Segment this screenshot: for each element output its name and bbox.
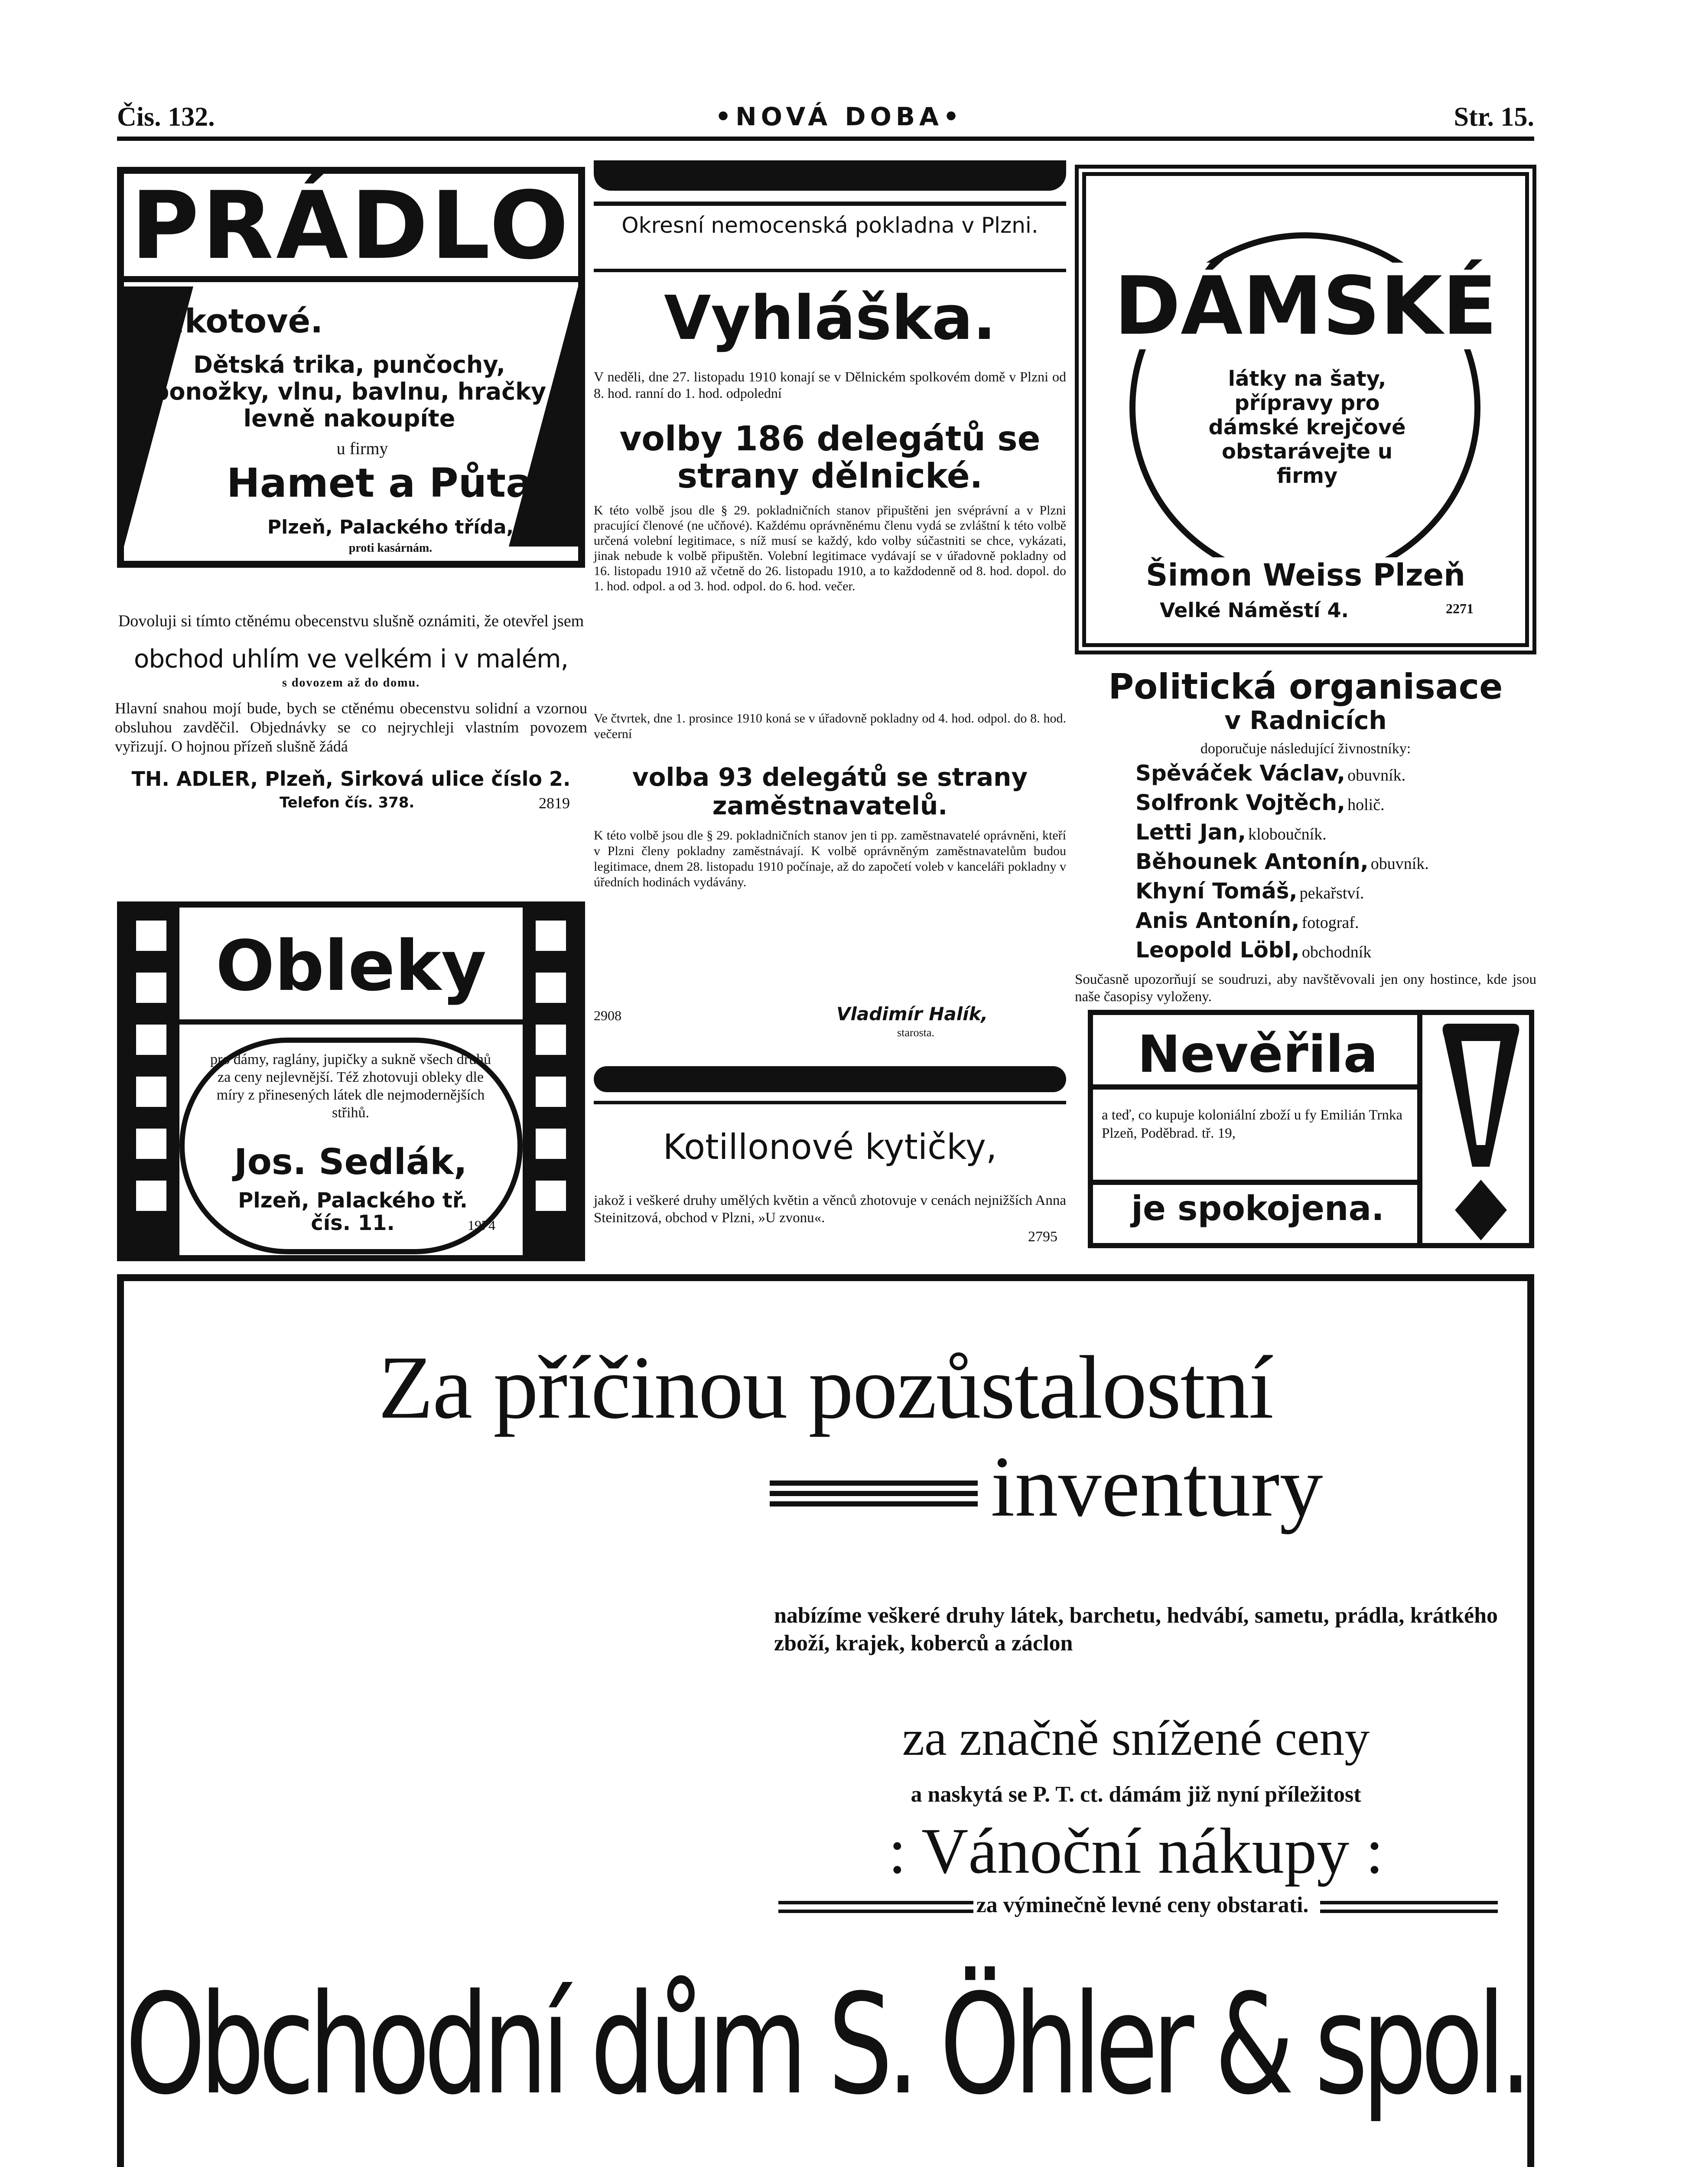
adler-body: Hlavní snahou mojí bude, bych se ctěnému obecenstvu solidní a vzornou obsluhou zavděčil. Objednávky se co nejrychleji vlastním povozem vyřizují. O hojnou přízeň slušně žádá [115, 700, 587, 755]
okresni-p4: K této volbě jsou dle § 29. pokladničních stanov jen ti pp. zaměstnavatelé oprávněni, kteří v Plzni členy pokladny zaměstnávají. K volbě oprávněným zaměstnavatelům budou legitimace, dnem 28. listopadu 1910 počínaje, až do započetí voleb v kanceláři pokladny v úředních hodinách vydávány. [594, 828, 1066, 889]
ohler-christmas-sub: za výminečně levné ceny obstarati. [976, 1893, 1309, 1917]
adler-signature: TH. ADLER, Plzeň, Sirková ulice číslo 2. [131, 767, 571, 791]
newspaper-title: •NOVÁ DOBA• [715, 102, 964, 131]
pradlo-firm: Hamet a Půta [226, 460, 533, 506]
pradlo-body: Dětská trika, punčochy, ponožky, vlnu, bavlnu, hračky levně nakoupíte [152, 351, 547, 432]
adler-number: 2819 [539, 794, 570, 812]
politicka-intro: doporučuje následující živnostníky: [1200, 741, 1411, 757]
tradesman-item: Letti Jan, kloboučník. [1135, 820, 1327, 845]
neverila-slogan: je spokojena. [1093, 1180, 1422, 1233]
ohler-headline: Za příčinou pozůstalostní [378, 1337, 1273, 1437]
obleky-body: pro dámy, raglány, jupičky a sukně všech druhů za ceny nejlevnější. Též zhotovuji obleky dle míry z přinesených látek dle nejmodernějších střihů. [210, 1051, 491, 1121]
pradlo-firm-prefix: u firmy [336, 439, 388, 458]
pradlo-address: Plzeň, Palackého třída, [267, 516, 514, 538]
ohler-occasion: a naskytá se P. T. ct. dámám již nyní příležitost [911, 1782, 1361, 1807]
pradlo-subtitle: trikotové. [141, 302, 323, 340]
okresni-signer: Vladimír Halík, [836, 1003, 988, 1025]
film-strip-left [123, 908, 179, 1255]
kotillon-number: 2795 [1028, 1229, 1057, 1245]
ohler-offer: nabízíme veškeré druhy látek, barchetu, hedvábí, sametu, prádla, krátkého zboží, krajek, koberců a záclon [774, 1603, 1498, 1656]
neverila-ad [1088, 1010, 1534, 1248]
tradesman-item: Solfronk Vojtěch, holič. [1135, 790, 1385, 815]
damske-body: látky na šaty, přípravy pro dámské krejčové obstarávejte u firmy [1208, 367, 1406, 488]
damske-title: DÁMSKÉ [1086, 263, 1525, 349]
obleky-title: Obleky [215, 925, 487, 1006]
decor-rule [778, 1901, 973, 1918]
okresni-signer-title: starosta. [897, 1026, 934, 1039]
obleky-address: Plzeň, Palackého tř. čís. 11. [238, 1188, 468, 1235]
obleky-number: 1974 [468, 1217, 495, 1233]
damske-firm: Šimon Weiss Plzeň [1086, 557, 1525, 593]
issue-number: Čis. 132. [117, 102, 215, 132]
kotillon-body: jakož i veškeré druhy umělých květin a věnců zhotovuje v cenách nejnižších Anna Steinitzová, obchod v Plzni, »U zvonu«. [594, 1193, 1066, 1226]
damske-address: Velké Náměstí 4. [1160, 599, 1349, 622]
tradesman-item: Anis Antonín, fotograf. [1135, 908, 1359, 933]
tradesman-item: Khyní Tomáš, pekařství. [1135, 879, 1364, 904]
ohler-firm: Obchodní dům S. Öhler & spol. [125, 1964, 1526, 2125]
obleky-firm: Jos. Sedlák, [234, 1142, 467, 1183]
politicka-footer: Současně upozorňují se soudruzi, aby navštěvovali jen ony hostince, kde jsou naše časopisy vyloženy. [1075, 972, 1536, 1005]
okresni-h2: volba 93 delegátů se strany zaměstnavatelů. [632, 762, 1028, 820]
exclamation-mark-icon [1440, 1024, 1522, 1240]
pradlo-title: PRÁDLO [124, 174, 578, 282]
okresni-header: Okresní nemocenská pokladna v Plzni. [621, 213, 1038, 238]
kotillon-title: Kotillonové kytičky, [663, 1127, 997, 1167]
ohler-christmas: : Vánoční nákupy : [888, 1815, 1384, 1887]
tradesman-item: Leopold Löbl, obchodník [1135, 937, 1372, 963]
kotillon-ad [594, 1066, 1066, 1266]
politicka-ad [1075, 667, 1536, 1005]
neverila-title: Nevěřila [1093, 1024, 1422, 1090]
pradlo-ad [117, 167, 585, 568]
politicka-subtitle: v Radnicích [1224, 706, 1387, 735]
page-number: Str. 15. [1454, 102, 1534, 132]
page-header [117, 98, 1534, 137]
film-strip-right [523, 908, 579, 1255]
neverila-body: a teď, co kupuje koloniální zboží u fy Emilián Trnka Plzeň, Poděbrad. tř. 19, [1102, 1107, 1403, 1141]
adler-subline: s dovozem až do domu. [282, 676, 420, 690]
adler-headline: obchod uhlím ve velkém i v malém, [133, 644, 569, 674]
ohler-ad [117, 1274, 1534, 2167]
pradlo-address-note: proti kasárnám. [348, 541, 433, 555]
okresni-number: 2908 [594, 1008, 621, 1023]
adler-intro: Dovoluji si tímto ctěnému obecenstvu slušně oznámiti, že otevřel jsem [118, 612, 584, 630]
decor-rule [1320, 1901, 1498, 1918]
okresni-h1: volby 186 delegátů se strany dělnické. [619, 420, 1041, 496]
decor-rule [770, 1480, 978, 1511]
ohler-price: za značně snížené ceny [902, 1711, 1370, 1766]
okresni-ad [594, 160, 1066, 1062]
okresni-title: Vyhláška. [664, 283, 996, 354]
obleky-ad [117, 901, 585, 1261]
tradesmen-list [1075, 761, 1536, 967]
adler-ad [115, 611, 587, 884]
okresni-p2: K této volbě jsou dle § 29. pokladničních stanov připuštěni jen svéprávní a v Plzni pracující členové (ne učňové). Každému oprávněnému členu vydá se zvláštní k této volbě určená volební legitimace, s níž musí se každý, kdo volby súčastniti se chce, vykázati, jinak nebude k volbě připuštěn. Volební legitimace vydávají se v úřadovně pokladny od 16. listopadu 1910 až včetně do 26. listopadu 1910, a to každodenně od 8. hod. dopol. do 1. hod. odpol. a od 3. hod. odpol. do 6. hod. večer. [594, 503, 1066, 593]
damske-ad [1075, 165, 1536, 654]
tradesman-item: Spěváček Václav, obuvník. [1135, 761, 1406, 786]
okresni-p1: V neděli, dne 27. listopadu 1910 konají se v Dělnickém spolkovém domě v Plzni od 8. hod. ranní do 1. hod. odpolední [594, 369, 1066, 401]
ohler-headline-2: inventury [991, 1439, 1323, 1535]
damske-number: 2271 [1446, 601, 1474, 616]
tradesman-item: Běhounek Antonín, obuvník. [1135, 849, 1429, 874]
okresni-p3: Ve čtvrtek, dne 1. prosince 1910 koná se v úřadovně pokladny od 4. hod. odpol. do 8. hod. večerní [594, 711, 1066, 741]
header-rule [117, 137, 1534, 141]
adler-phone: Telefon čís. 378. [280, 794, 415, 811]
politicka-title: Politická organisace [1108, 667, 1503, 707]
